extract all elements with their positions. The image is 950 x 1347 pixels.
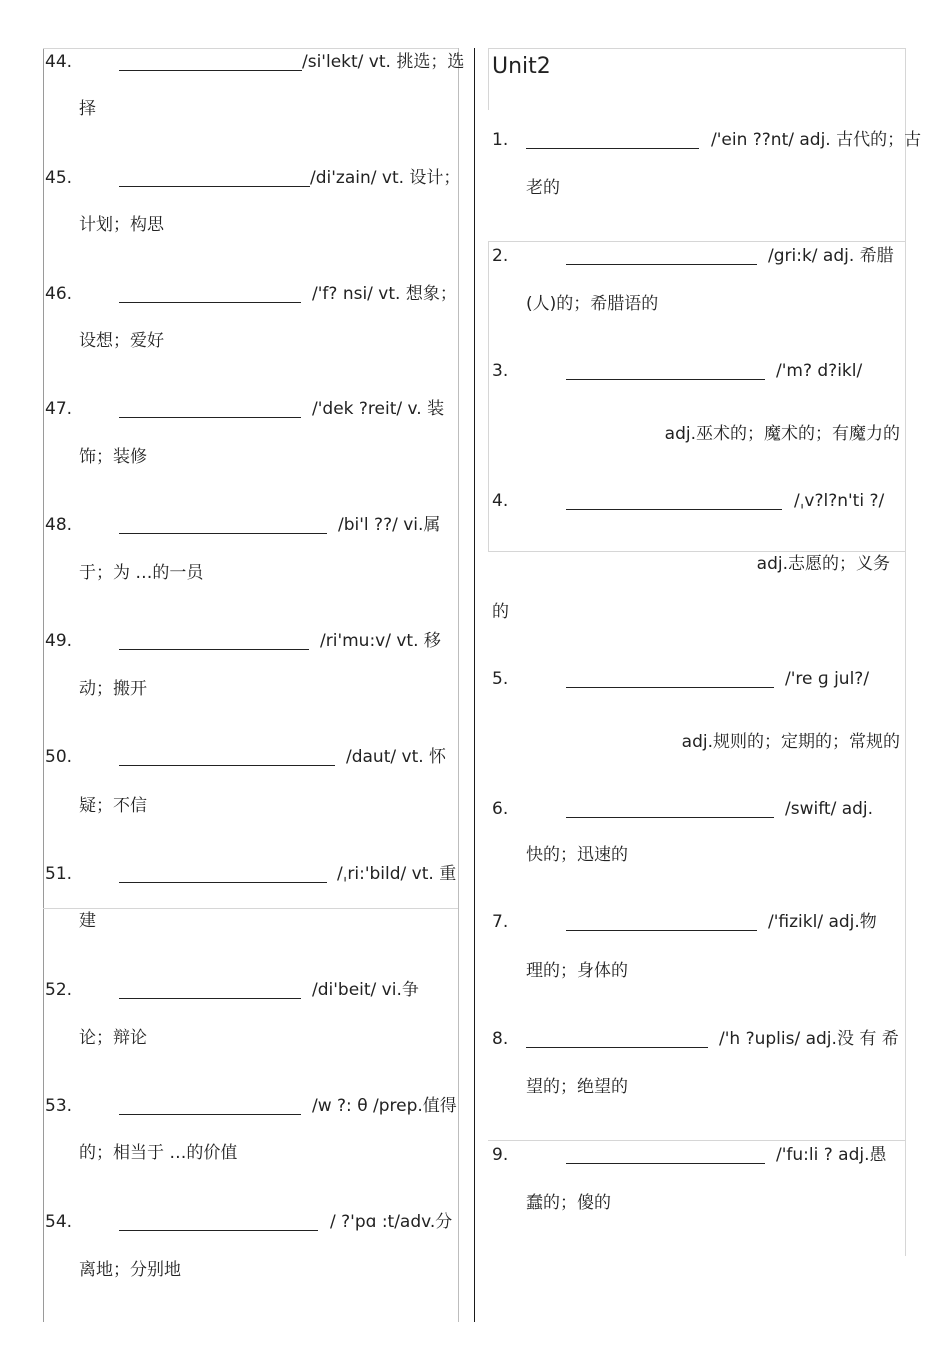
phonetic-definition: /'ein ??nt/ adj. 古代的；古 [711,130,922,150]
answer-blank[interactable] [119,1230,318,1231]
answer-blank[interactable] [566,379,765,380]
phonetic-definition: /'f? nsi/ vt. 想象； [312,284,457,304]
phonetic-definition: /'h ?uplis/ adj.没 有 希 [719,1029,899,1049]
answer-blank[interactable] [526,1047,708,1048]
answer-blank[interactable] [526,148,699,149]
definition-continued: adj.志愿的；义务 [756,554,890,574]
item-number: 9. [492,1145,509,1165]
phonetic-definition: /w ?: θ /prep.值得 [312,1096,457,1116]
definition-continued: adj.规则的；定期的；常规的 [681,732,900,752]
left-inner-line [458,48,459,1322]
definition-continued: 动；搬开 [79,679,147,699]
definition-continued: 于；为 …的一员 [79,563,204,583]
item-number: 7. [492,912,509,932]
definition-continued: (人)的；希腊语的 [526,294,659,314]
answer-blank[interactable] [119,882,327,883]
item-number: 48. [45,515,73,535]
item-number: 46. [45,284,73,304]
right-top-line [488,48,906,49]
item-number: 53. [45,1096,73,1116]
item-number: 1. [492,130,509,150]
phonetic-definition: /ˌri:'bild/ vt. 重 [337,864,457,884]
left-border-line [43,48,44,1322]
definition-continued: 建 [79,911,96,931]
item-number: 3. [492,361,509,381]
phonetic-definition: /swift/ adj. [785,799,874,819]
answer-blank[interactable] [566,687,774,688]
right-box2-top [488,1140,906,1141]
phonetic-definition: /'dek ?reit/ v. 装 [312,399,445,419]
right-left-edge [488,48,489,110]
answer-blank[interactable] [566,509,782,510]
item-number: 50. [45,747,73,767]
definition-continued: adj.巫术的；魔术的；有魔力的 [664,424,900,444]
phonetic-definition: /ri'mu:v/ vt. 移 [320,631,441,651]
item-number: 6. [492,799,509,819]
definition-continued: 离地；分别地 [79,1260,181,1280]
phonetic-definition: /'m? d?ikl/ [776,361,863,381]
item-number: 45. [45,168,73,188]
right-right-edge [905,48,906,1256]
answer-blank[interactable] [566,930,757,931]
phonetic-definition: /ˌv?l?n'ti ?/ [794,491,885,511]
item-number: 54. [45,1212,73,1232]
definition-continued: 快的；迅速的 [526,845,628,865]
phonetic-definition: /si'lekt/ vt. 挑选；选 [302,52,465,72]
phonetic-definition: /gri:k/ adj. 希腊 [768,246,894,266]
unit-title: Unit2 [492,54,551,79]
column-divider-line [474,48,475,1322]
item-number: 2. [492,246,509,266]
phonetic-definition: /bi'l ??/ vi.属 [338,515,441,535]
definition-continued: 计划；构思 [79,215,164,235]
item-number: 49. [45,631,73,651]
definition-continued-2: 的 [492,602,509,622]
answer-blank[interactable] [119,302,301,303]
item-number: 47. [45,399,73,419]
definition-continued: 蠢的；傻的 [526,1193,611,1213]
item-number: 8. [492,1029,509,1049]
item-number: 52. [45,980,73,1000]
answer-blank[interactable] [119,998,301,999]
definition-continued: 望的；绝望的 [526,1077,628,1097]
answer-blank[interactable] [566,264,757,265]
answer-blank[interactable] [119,186,310,187]
definition-continued: 设想；爱好 [79,331,164,351]
answer-blank[interactable] [119,533,327,534]
definition-continued: 论；辩论 [79,1028,147,1048]
answer-blank[interactable] [119,1114,301,1115]
definition-continued: 疑；不信 [79,796,147,816]
phonetic-definition: /di'zain/ vt. 设计； [310,168,461,188]
phonetic-definition: /di'beit/ vi.争 [312,980,419,1000]
phonetic-definition: /'fu:li ? adj.愚 [776,1145,887,1165]
right-box-bottom [488,551,906,552]
answer-blank[interactable] [119,70,302,71]
phonetic-definition: /'re ɡ jul?/ [785,669,870,689]
right-box-top [488,241,906,242]
definition-continued: 理的；身体的 [526,961,628,981]
answer-blank[interactable] [119,649,309,650]
left-top-line [43,48,458,49]
item-number: 5. [492,669,509,689]
answer-blank[interactable] [119,417,301,418]
phonetic-definition: /'fizikl/ adj.物 [768,912,877,932]
right-box-left [488,241,489,551]
item-number: 51. [45,864,73,884]
definition-continued: 老的 [526,178,560,198]
item-number: 4. [492,491,509,511]
definition-continued: 饰；装修 [79,447,147,467]
definition-continued: 择 [79,99,96,119]
answer-blank[interactable] [566,1163,765,1164]
item-number: 44. [45,52,73,72]
left-box-line [43,908,458,909]
phonetic-definition: /daut/ vt. 怀 [346,747,447,767]
definition-continued: 的；相当于 …的价值 [79,1143,238,1163]
phonetic-definition: / ?'pɑ :t/adv.分 [330,1212,453,1232]
answer-blank[interactable] [119,765,335,766]
answer-blank[interactable] [566,817,774,818]
